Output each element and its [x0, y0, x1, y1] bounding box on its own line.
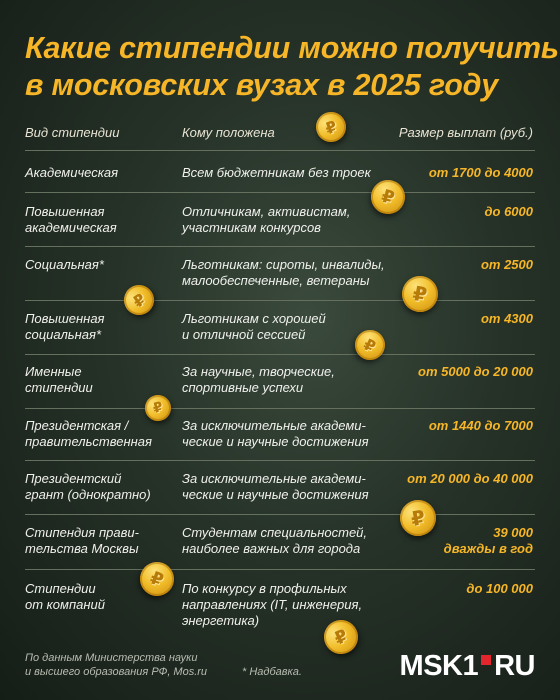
ruble-coin-icon: ₽: [118, 279, 160, 321]
row-amount: до 100 000: [466, 581, 533, 596]
logo-red-square: [481, 655, 491, 665]
row-who: Всем бюджетникам без троек: [182, 165, 371, 180]
row-amount: от 1700 до 4000: [428, 165, 533, 180]
row-who: За научные, творческие, спортивные успехи: [182, 364, 335, 395]
row-amount: 39 000 дважды в год: [443, 525, 533, 556]
ruble-coin-icon: ₽: [142, 392, 174, 424]
row-type: Президентская / правительственная: [25, 418, 152, 449]
row-divider: [25, 246, 535, 247]
ruble-coin-icon: ₽: [399, 273, 441, 315]
footnote: * Надбавка.: [242, 666, 302, 678]
row-who: По конкурсу в профильных направлениях (IT, инженерия, энергетика): [182, 581, 363, 628]
row-who: За исключительные академи- ческие и научные достижения: [182, 471, 369, 502]
title-line-1: Какие стипендии можно получить: [25, 31, 559, 65]
row-amount: до 6000: [484, 204, 533, 219]
title-line-2: в московских вузах в 2025 году: [25, 68, 499, 102]
header-who: Кому положена: [182, 125, 275, 140]
row-type: Стипендии от компаний: [25, 581, 105, 612]
row-who: За исключительные академи- ческие и научные достижения: [182, 418, 369, 449]
row-divider: [25, 569, 535, 570]
ruble-coin-icon: ₽: [312, 108, 350, 146]
row-type: Академическая: [25, 165, 119, 180]
row-divider: [25, 192, 535, 193]
row-amount: от 5000 до 20 000: [418, 364, 533, 379]
row-divider: [25, 460, 535, 461]
row-amount: от 4300: [480, 311, 533, 326]
row-divider: [25, 408, 535, 409]
row-divider: [25, 514, 535, 515]
row-amount: от 1440 до 7000: [428, 418, 533, 433]
ruble-coin-icon: ₽: [367, 176, 409, 218]
row-who: Отличникам, активистам, участникам конкурсов: [182, 204, 351, 235]
row-type: Повышенная академическая: [25, 204, 117, 235]
row-divider: [25, 300, 535, 301]
msk1-logo: MSK1 RU: [399, 649, 535, 682]
ruble-coin-icon: ₽: [397, 497, 439, 539]
row-divider: [25, 354, 535, 355]
row-who: Льготникам с хорошей и отличной сессией: [182, 311, 326, 342]
ruble-coin-icon: ₽: [318, 614, 363, 659]
row-type: Президентский грант (однократно): [25, 471, 151, 502]
row-amount: от 20 000 до 40 000: [407, 471, 533, 486]
row-divider: [25, 150, 535, 151]
row-who: Льготникам: сироты, инвалиды, малообеспеченные, ветераны: [182, 257, 385, 288]
row-type: Стипендия прави- тельства Москвы: [25, 525, 139, 556]
row-type: Именные стипендии: [25, 364, 93, 395]
header-amount: Размер выплат (руб.): [398, 125, 533, 140]
ruble-coin-icon: ₽: [350, 325, 390, 365]
row-type: Социальная*: [25, 257, 104, 272]
header-type: Вид стипендии: [25, 125, 120, 140]
row-amount: от 2500: [480, 257, 533, 272]
row-type: Повышенная социальная*: [25, 311, 105, 342]
page-title: [25, 30, 559, 104]
source-note: По данным Министерства науки и высшего образования РФ, Mos.ru: [25, 652, 208, 678]
ruble-coin-icon: ₽: [135, 557, 179, 601]
row-who: Студентам специальностей, наиболее важных для города: [182, 525, 368, 556]
